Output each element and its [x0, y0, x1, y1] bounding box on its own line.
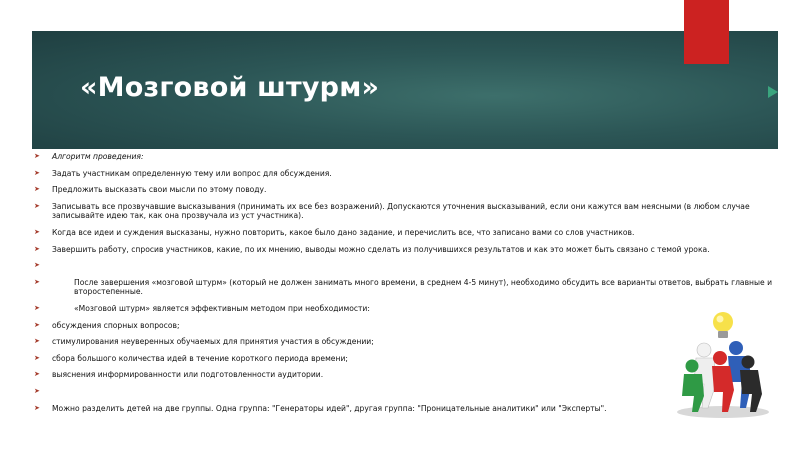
list-item: ➤ Можно разделить детей на две группы. Одна группа: "Генераторы идей", другая группа: "Проницательные аналитики" или "Эксперты". [34, 403, 607, 413]
list-item: ➤ После завершения «мозговой штурм» (который не должен занимать много времени, в среднем 4-5 минут), необходимо обсудить все варианты ответов, выбрать главные и второстепенные. [34, 277, 773, 297]
bullet-icon: ➤ [34, 152, 40, 160]
bullet-icon: ➤ [34, 168, 40, 177]
bullet-icon: ➤ [34, 353, 40, 362]
slide-body [34, 152, 774, 413]
bullet-icon: ➤ [34, 320, 40, 329]
bullet-icon: ➤ [34, 244, 40, 253]
bullet-icon: ➤ [34, 261, 40, 270]
bullet-icon: ➤ [34, 227, 40, 236]
list-item: ➤ стимулирования неуверенных обучаемых для принятия участия в обсуждении; [34, 337, 374, 347]
bullet-icon: ➤ [34, 303, 40, 312]
teamwork-lightbulb-icon [668, 308, 778, 420]
list-item: ➤ выяснения информированности или подготовленности аудитории. [34, 370, 324, 380]
bullet-icon: ➤ [34, 201, 40, 210]
bullet-icon: ➤ [34, 403, 40, 412]
list-item: ➤ Алгоритм проведения: [34, 152, 144, 161]
green-arrow-icon [768, 86, 778, 98]
list-item: ➤ Задать участникам определенную тему или вопрос для обсуждения. [34, 168, 332, 178]
slide-title: «Мозговой штурм» [80, 72, 380, 103]
red-bookmark [684, 0, 729, 64]
list-item: ➤ обсуждения спорных вопросов; [34, 320, 180, 330]
list-item: ➤ «Мозговой штурм» является эффективным методом при необходимости: [34, 303, 370, 313]
list-item: ➤ Предложить высказать свои мысли по этому поводу. [34, 185, 267, 195]
list-item [34, 387, 774, 397]
bullet-icon: ➤ [34, 277, 40, 286]
list-item: ➤ Записывать все прозвучавшие высказывания (принимать их все без возражений). Допускаются уточнения высказываний, если они кажутся вам неясными (в любом случае записывайте идею так, как она прозвучала из уст участника). [34, 201, 750, 221]
bullet-icon: ➤ [34, 337, 40, 346]
list-item: ➤ Когда все идеи и суждения высказаны, нужно повторить, какое было дано задание, и перечислить все, что записано вами со слов участников. [34, 227, 635, 237]
list-item: ➤ сбора большого количества идей в течение короткого периода времени; [34, 353, 348, 363]
bullet-icon: ➤ [34, 386, 40, 395]
list-item [34, 261, 774, 271]
list-item: ➤ Завершить работу, спросив участников, какие, по их мнению, выводы можно сделать из получившихся результатов и как это может быть связано с темой урока. [34, 244, 710, 254]
bullet-icon: ➤ [34, 370, 40, 379]
bullet-icon: ➤ [34, 185, 40, 194]
